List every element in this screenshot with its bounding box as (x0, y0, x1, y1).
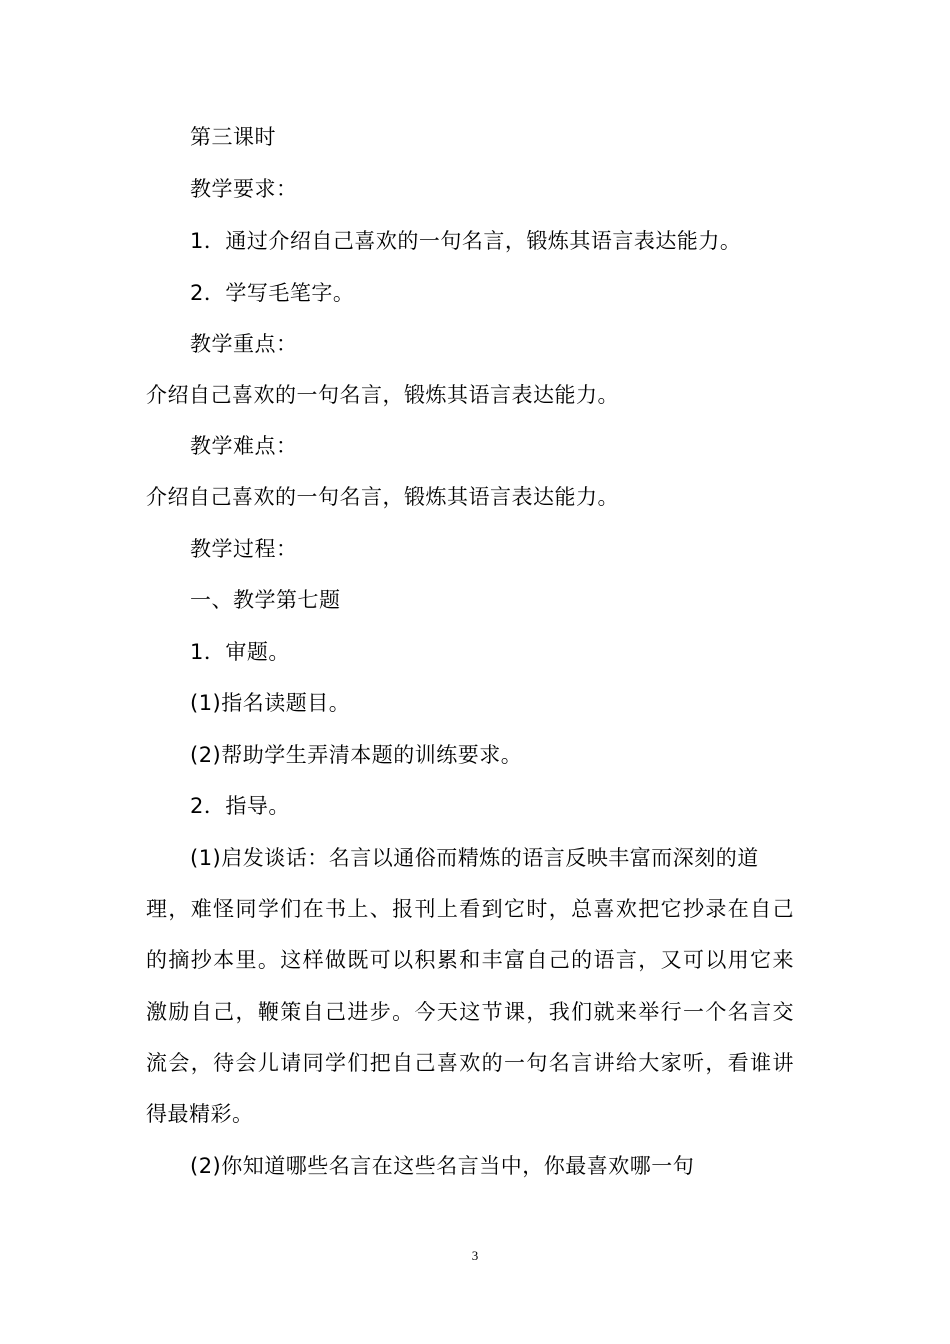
paragraph-line: 理，难怪同学们在书上、报刊上看到它时，总喜欢把它抄录在自己 (146, 897, 794, 921)
paragraph-line: 激励自己，鞭策自己进步。今天这节课，我们就来举行一个名言交 (146, 1000, 794, 1024)
page-number: 3 (471, 1248, 479, 1263)
section-heading-1: 一、教学第七题 (190, 588, 341, 612)
paragraph-line: (1)启发谈话：名言以通俗而精炼的语言反映丰富而深刻的道 (190, 846, 759, 870)
requirement-item-1: 1．通过介绍自己喜欢的一句名言，锻炼其语言表达能力。 (190, 229, 742, 253)
step-item-2: 2．指导。 (190, 794, 290, 818)
heading-teaching-focus: 教学重点： (190, 332, 298, 356)
sub-step-item: (1)指名读题目。 (190, 691, 351, 715)
paragraph-line: 得最精彩。 (146, 1102, 254, 1126)
heading-teaching-requirements: 教学要求： (190, 177, 298, 201)
paragraph-line: (2)你知道哪些名言在这些名言当中，你最喜欢哪一句 (190, 1154, 695, 1178)
paragraph-line: 流会，待会儿请同学们把自己喜欢的一句名言讲给大家听，看谁讲 (146, 1051, 794, 1075)
paragraph-line: 的摘抄本里。这样做既可以积累和丰富自己的语言，又可以用它来 (146, 948, 794, 972)
teaching-difficulty-text: 介绍自己喜欢的一句名言，锻炼其语言表达能力。 (146, 485, 619, 509)
sub-step-item: (2)帮助学生弄清本题的训练要求。 (190, 743, 523, 767)
step-item-1: 1．审题。 (190, 640, 290, 664)
heading-teaching-process: 教学过程： (190, 537, 298, 561)
lesson-title: 第三课时 (190, 125, 276, 149)
requirement-item-2: 2．学写毛笔字。 (190, 281, 355, 305)
heading-teaching-difficulty: 教学难点： (190, 434, 298, 458)
teaching-focus-text: 介绍自己喜欢的一句名言，锻炼其语言表达能力。 (146, 383, 619, 407)
